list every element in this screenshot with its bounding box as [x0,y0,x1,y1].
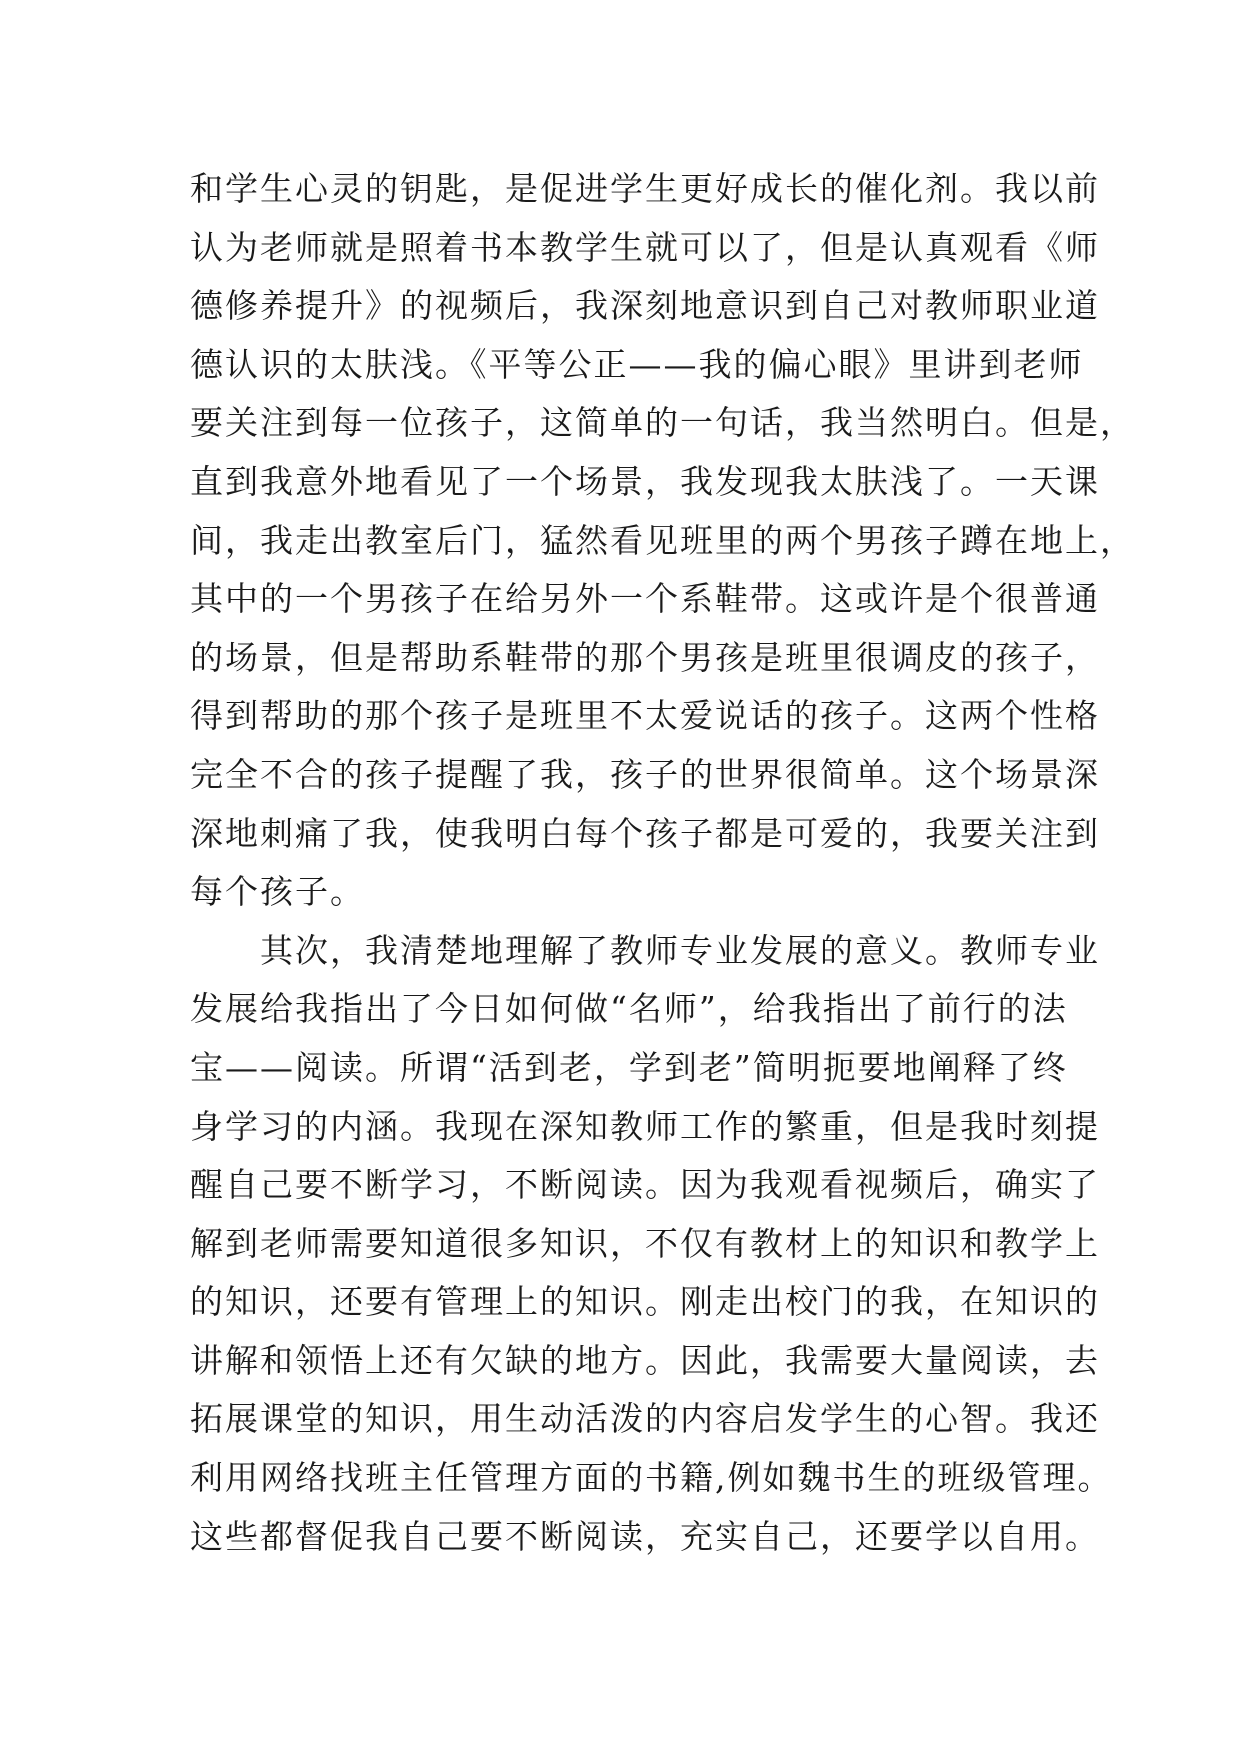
text-line: 身学习的内涵。我现在深知教师工作的繁重，但是我时刻提 [190,1106,1100,1146]
text-line: 得到帮助的那个孩子是班里不太爱说话的孩子。这两个性格 [190,696,1100,736]
text-line: 发展给我指出了今日如何做“名师”，给我指出了前行的法 [190,989,1068,1029]
text-line: 间，我走出教室后门，猛然看见班里的两个男孩子蹲在地上， [190,520,1135,560]
text-line: 深地刺痛了我，使我明白每个孩子都是可爱的，我要关注到 [190,813,1100,853]
text-line: 讲解和领悟上还有欠缺的地方。因此，我需要大量阅读，去 [190,1340,1100,1380]
text-line: 利用网络找班主任管理方面的书籍,例如魏书生的班级管理。 [190,1458,1113,1498]
text-line: 这些都督促我自己要不断阅读，充实自己，还要学以自用。 [190,1516,1100,1556]
text-line: 醒自己要不断学习，不断阅读。因为我观看视频后，确实了 [190,1165,1100,1205]
text-line: 其中的一个男孩子在给另外一个系鞋带。这或许是个很普通 [190,579,1100,619]
text-line: 和学生心灵的钥匙，是促进学生更好成长的催化剂。我以前 [190,169,1100,208]
text-line: 每个孩子。 [190,872,365,912]
text-line: 拓展课堂的知识，用生动活泼的内容启发学生的心智。我还 [190,1399,1100,1439]
body-text [190,160,1135,1566]
text-line: 的场景，但是帮助系鞋带的那个男孩是班里很调皮的孩子， [190,637,1100,677]
text-line: 认为老师就是照着书本教学生就可以了，但是认真观看《师 [190,227,1100,267]
text-line: 要关注到每一位孩子，这简单的一句话，我当然明白。但是， [190,403,1135,443]
text-line: 宝——阅读。所谓“活到老，学到老”简明扼要地阐释了终 [190,1047,1068,1087]
text-line: 直到我意外地看见了一个场景，我发现我太肤浅了。一天课 [190,461,1100,501]
text-line: 的知识，还要有管理上的知识。刚走出校门的我，在知识的 [190,1282,1100,1322]
text-line: 解到老师需要知道很多知识，不仅有教材上的知识和教学上 [190,1223,1100,1263]
text-line: 德认识的太肤浅。《平等公正——我的偏心眼》里讲到老师 [190,344,1084,384]
text-line: 德修养提升》的视频后，我深刻地意识到自己对教师职业道 [190,286,1100,326]
text-line: 完全不合的孩子提醒了我，孩子的世界很简单。这个场景深 [190,754,1100,794]
paragraph-start-line: 其次，我清楚地理解了教师专业发展的意义。教师专业 [260,930,1100,970]
